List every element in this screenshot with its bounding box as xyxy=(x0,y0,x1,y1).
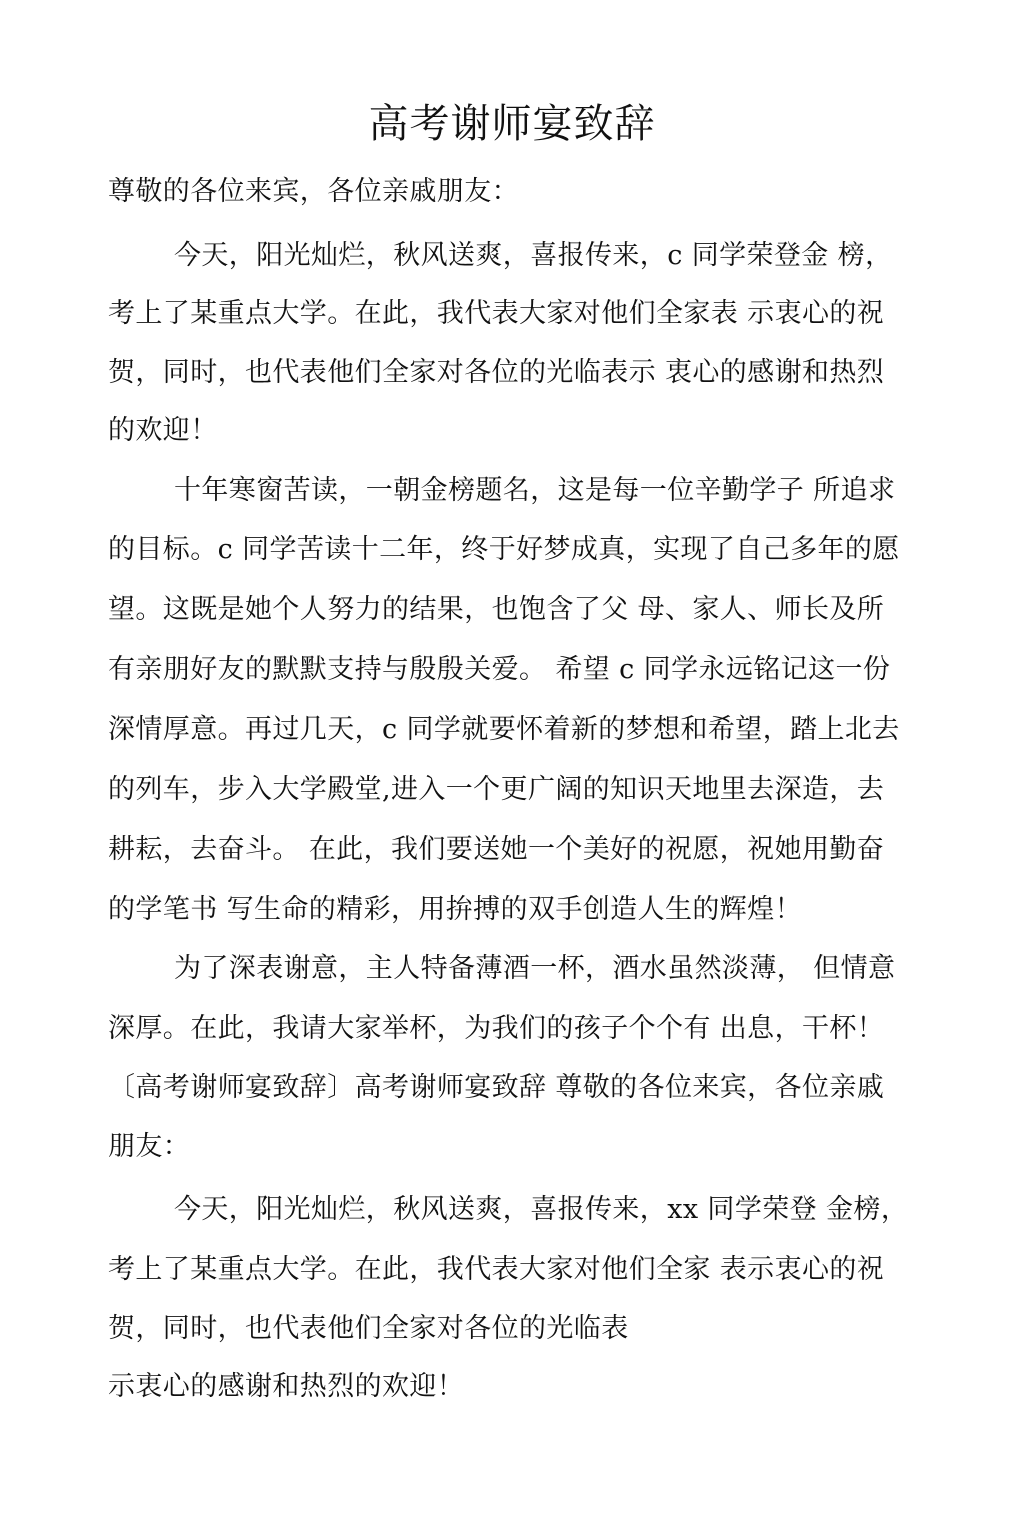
paragraph-line: 贺，同时，也代表他们全家对各位的光临表 xyxy=(108,1313,629,1344)
paragraph-line: 耕耘，去奋斗。 在此，我们要送她一个美好的祝愿，祝她用勤奋 xyxy=(108,834,885,865)
paragraph-line: 今天，阳光灿烂，秋风送爽，喜报传来，c 同学荣登金 榜， xyxy=(174,240,893,271)
document-title: 高考谢师宴致辞 xyxy=(368,101,656,147)
paragraph-line: 朋友： xyxy=(108,1131,191,1162)
paragraph-line: 考上了某重点大学。在此，我代表大家对他们全家 表示衷心的祝 xyxy=(108,1254,885,1285)
paragraph-line: 考上了某重点大学。在此，我代表大家对他们全家表 示衷心的祝 xyxy=(108,298,885,329)
paragraph-line: 贺，同时，也代表他们全家对各位的光临表示 衷心的感谢和热烈 xyxy=(108,357,885,388)
paragraph-line: 望。这既是她个人努力的结果，也饱含了父 母、家人、师长及所 xyxy=(108,594,885,625)
paragraph-line: 十年寒窗苦读，一朝金榜题名，这是每一位辛勤学子 所追求 xyxy=(174,475,896,506)
paragraph-line: 的学笔书 写生命的精彩，用拚搏的双手创造人生的辉煌！ xyxy=(108,894,802,925)
paragraph-line: 深情厚意。再过几天，c 同学就要怀着新的梦想和希望，踏上北去 xyxy=(108,714,900,745)
paragraph-line: 的欢迎！ xyxy=(108,415,218,446)
paragraph-line: 的目标。c 同学苦读十二年，终于好梦成真，实现了自己多年的愿 xyxy=(108,534,900,565)
paragraph-line: 的列车，步入大学殿堂,进入一个更广阔的知识天地里去深造，去 xyxy=(108,774,885,805)
salutation-line: 尊敬的各位来宾，各位亲戚朋友： xyxy=(108,176,519,207)
paragraph-line: 深厚。在此，我请大家举杯，为我们的孩子个个有 出息，干杯！ xyxy=(108,1013,885,1044)
paragraph-line: 有亲朋好友的默默支持与殷殷关爱。 希望 c 同学永远铭记这一份 xyxy=(108,654,891,685)
paragraph-line: 〔高考谢师宴致辞〕高考谢师宴致辞 尊敬的各位来宾，各位亲戚 xyxy=(108,1072,885,1103)
paragraph-line: 示衷心的感谢和热烈的欢迎！ xyxy=(108,1371,465,1402)
paragraph-line: 为了深表谢意，主人特备薄酒一杯，酒水虽然淡薄， 但情意 xyxy=(174,953,896,984)
paragraph-line: 今天，阳光灿烂，秋风送爽，喜报传来，xx 同学荣登 金榜， xyxy=(174,1194,909,1225)
